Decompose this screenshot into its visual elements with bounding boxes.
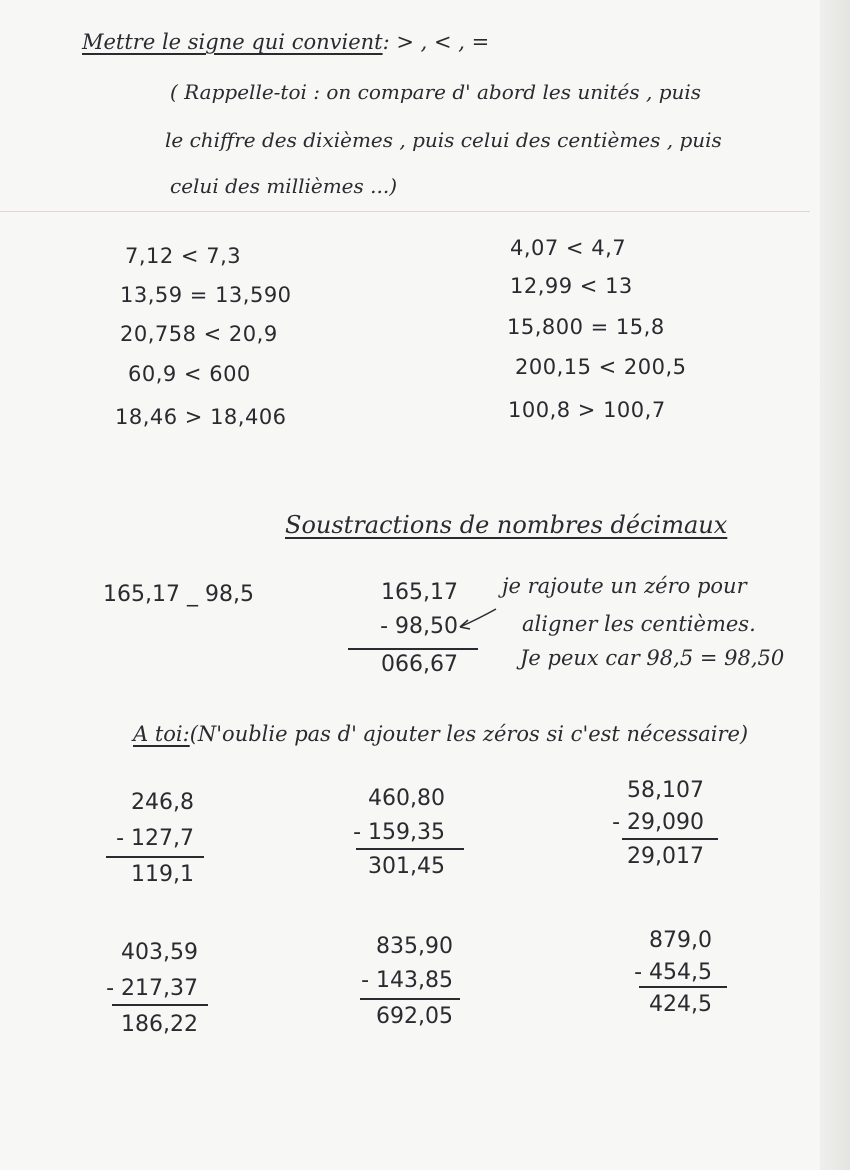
note-arrow-icon [450, 605, 500, 635]
comparison-right-2: 12,99 < 13 [510, 274, 633, 298]
example-expression: 165,17 _ 98,5 [103, 582, 254, 607]
exercise-5-top: 835,90 [376, 934, 453, 959]
exercise-2-top: 460,80 [368, 786, 445, 811]
exercise-prompt: A toi: [133, 722, 190, 746]
comparison-left-4: 60,9 < 600 [128, 362, 251, 386]
exercise-3 [600, 778, 720, 888]
exercise-4-bottom: - 217,37 [106, 976, 198, 1001]
exercise-4-top: 403,59 [121, 940, 198, 965]
exercise-3-top: 58,107 [627, 778, 704, 803]
comparison-right-4: 200,15 < 200,5 [515, 355, 687, 379]
comparison-left-5: 18,46 > 18,406 [115, 405, 287, 429]
exercise-6 [615, 928, 730, 1038]
exercise-3-bottom: - 29,090 [612, 810, 704, 835]
comparison-left-2: 13,59 = 13,590 [120, 283, 292, 307]
comparison-right-5: 100,8 > 100,7 [508, 398, 666, 422]
comparison-right-1: 4,07 < 4,7 [510, 236, 627, 260]
exercise-prompt-line [133, 722, 748, 746]
exercise-6-result: 424,5 [649, 992, 712, 1017]
example-bar [348, 648, 478, 650]
example-bottom: - 98,50 [380, 614, 458, 639]
exercise-3-result: 29,017 [627, 844, 704, 869]
exercise-6-bar [639, 986, 727, 988]
fold-line [0, 211, 810, 212]
subtraction-title: Soustractions de nombres décimaux [285, 511, 728, 539]
comparison-left-1: 7,12 < 7,3 [125, 244, 242, 268]
exercise-5-bar [360, 998, 460, 1000]
exercise-1 [92, 790, 204, 900]
example-operation [340, 580, 480, 690]
reminder-line-1: ( Rappelle-toi : on compare d' abord les unités , puis [170, 80, 702, 104]
comparison-left-3: 20,758 < 20,9 [120, 322, 278, 346]
example-top: 165,17 [381, 580, 458, 605]
reminder-line-3: celui des millièmes ...) [170, 174, 398, 198]
example-note-1: je rajoute un zéro pour [502, 574, 747, 598]
exercise-4-result: 186,22 [121, 1012, 198, 1037]
paper-edge [820, 0, 850, 1170]
exercise-6-bottom: - 454,5 [634, 960, 712, 985]
instruction-signs: : > , < , = [382, 30, 490, 54]
exercise-5-bottom: - 143,85 [361, 968, 453, 993]
instruction-text: Mettre le signe qui convient [82, 30, 383, 54]
instruction-line [82, 30, 489, 54]
exercise-3-bar [622, 838, 718, 840]
exercise-5 [350, 934, 465, 1044]
exercise-4 [98, 940, 210, 1050]
exercise-hint: (N'oublie pas d' ajouter les zéros si c'est nécessaire) [189, 722, 749, 746]
exercise-2-result: 301,45 [368, 854, 445, 879]
exercise-2-bottom: - 159,35 [353, 820, 445, 845]
exercise-1-result: 119,1 [131, 862, 194, 887]
exercise-1-bottom: - 127,7 [116, 826, 194, 851]
reminder-line-2: le chiffre des dixièmes , puis celui des centièmes , puis [165, 128, 722, 152]
example-note-2: aligner les centièmes. [522, 612, 756, 636]
exercise-5-result: 692,05 [376, 1004, 453, 1029]
exercise-6-top: 879,0 [649, 928, 712, 953]
exercise-4-bar [112, 1004, 208, 1006]
comparison-right-3: 15,800 = 15,8 [507, 315, 665, 339]
example-result: 066,67 [381, 652, 458, 677]
exercise-2 [330, 786, 465, 896]
exercise-1-bar [106, 856, 204, 858]
exercise-2-bar [356, 848, 464, 850]
exercise-1-top: 246,8 [131, 790, 194, 815]
example-note-3: Je peux car 98,5 = 98,50 [520, 646, 785, 670]
